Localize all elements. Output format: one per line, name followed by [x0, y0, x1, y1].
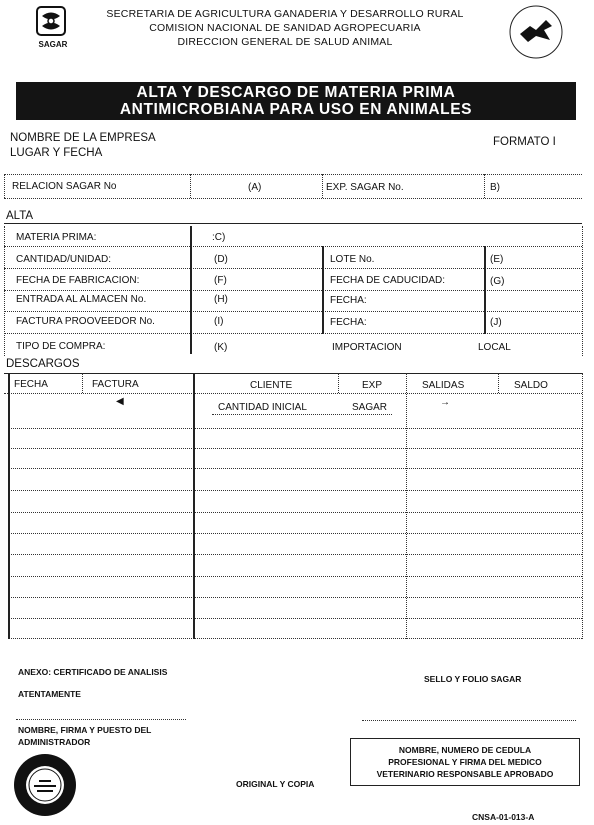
relacion-sagar-label: RELACION SAGAR No	[12, 181, 117, 192]
vet-line-2: PROFESIONAL Y FIRMA DEL MEDICO	[388, 757, 542, 767]
left-arrow-icon: ◀	[116, 396, 124, 407]
table-row-line	[8, 512, 582, 513]
table-row-line	[8, 554, 582, 555]
tipo-compra-label: TIPO DE COMPRA:	[16, 341, 106, 352]
direction-name: DIRECCION GENERAL DE SALUD ANIMAL	[177, 36, 393, 48]
factura-proveedor-label: FACTURA PROOVEEDOR No.	[16, 316, 155, 327]
table-row-line	[8, 576, 582, 577]
table-row-line	[8, 597, 582, 598]
field-code-k: (K)	[214, 342, 228, 353]
field-code-b: B)	[490, 182, 500, 193]
animal-health-seal-icon	[494, 0, 578, 60]
entrada-fecha-label: FECHA:	[330, 295, 367, 306]
table-row-line	[8, 490, 582, 491]
vet-line-3: VETERINARIO RESPONSABLE APROBADO	[376, 769, 554, 779]
field-code-j: (J)	[490, 317, 502, 328]
atentamente-label: ATENTAMENTE	[18, 689, 81, 699]
format-label: FORMATO I	[493, 136, 556, 148]
company-name-label: NOMBRE DE LA EMPRESA	[10, 132, 156, 144]
col-cliente-header: CLIENTE	[250, 380, 293, 391]
place-date-label: LUGAR Y FECHA	[10, 147, 103, 159]
anexo-label: ANEXO: CERTIFICADO DE ANALISIS	[18, 667, 168, 677]
field-code-e: (E)	[490, 254, 504, 265]
sagar-logo	[30, 6, 76, 52]
table-row-line	[8, 618, 582, 619]
alta-section-title: ALTA	[6, 210, 34, 222]
entrada-almacen-label: ENTRADA AL ALMACEN No.	[16, 294, 147, 305]
importacion-option: IMPORTACION	[332, 342, 402, 353]
lote-label: LOTE No.	[330, 254, 375, 265]
col-factura-header: FACTURA	[92, 379, 139, 390]
fecha-caducidad-label: FECHA DE CADUCIDAD:	[330, 275, 446, 286]
original-copia-label: ORIGINAL Y COPIA	[236, 779, 315, 789]
descargos-section-title: DESCARGOS	[6, 358, 80, 370]
factura-fecha-label: FECHA:	[330, 317, 367, 328]
table-row-line	[8, 638, 582, 639]
col-saldo-header: SALDO	[514, 380, 548, 391]
logo-caption: SAGAR	[38, 40, 68, 49]
right-arrow-icon: →	[440, 397, 450, 408]
col-salidas-header: SALIDAS	[422, 380, 465, 391]
form-code: CNSA-01-013-A	[472, 812, 535, 822]
field-code-a: (A)	[248, 182, 262, 193]
cantidad-inicial-label: CANTIDAD INICIAL	[218, 402, 307, 413]
field-code-c: :C)	[212, 232, 226, 243]
form-title-banner	[16, 82, 576, 120]
title-line-2: ANTIMICROBIANA PARA USO EN ANIMALES	[119, 101, 473, 118]
ministry-name: SECRETARIA DE AGRICULTURA GANADERIA Y DESARROLLO RURAL	[106, 8, 464, 20]
admin-signature-label-1: NOMBRE, FIRMA Y PUESTO DEL	[18, 725, 152, 735]
table-row-line	[8, 448, 582, 449]
local-option: LOCAL	[478, 342, 511, 353]
exp-sagar-label: EXP. SAGAR No.	[326, 182, 404, 193]
table-row-line	[8, 428, 582, 429]
vet-responsible-box	[350, 738, 580, 786]
field-code-i: (I)	[214, 316, 224, 327]
admin-signature-label-2: ADMINISTRADOR	[18, 737, 91, 747]
col-exp-header: EXP	[362, 380, 383, 391]
col-fecha-header: FECHA	[14, 379, 48, 390]
official-seal-icon	[12, 752, 78, 818]
sello-folio-label: SELLO Y FOLIO SAGAR	[424, 674, 522, 684]
title-line-1: ALTA Y DESCARGO DE MATERIA PRIMA	[136, 84, 456, 101]
cantidad-unidad-label: CANTIDAD/UNIDAD:	[16, 254, 112, 265]
field-code-f: (F)	[214, 275, 227, 286]
commission-name: COMISION NACIONAL DE SANIDAD AGROPECUARIA	[149, 22, 421, 34]
field-code-d: (D)	[214, 254, 228, 265]
field-code-h: (H)	[214, 294, 228, 305]
vet-line-1: NOMBRE, NUMERO DE CEDULA	[398, 745, 532, 755]
table-row-line	[8, 533, 582, 534]
sagar-label: SAGAR	[352, 402, 388, 413]
materia-prima-label: MATERIA PRIMA:	[16, 232, 97, 243]
table-row-line	[8, 468, 582, 469]
field-code-g: (G)	[490, 276, 505, 287]
fecha-fabricacion-label: FECHA DE FABRICACION:	[16, 275, 140, 286]
